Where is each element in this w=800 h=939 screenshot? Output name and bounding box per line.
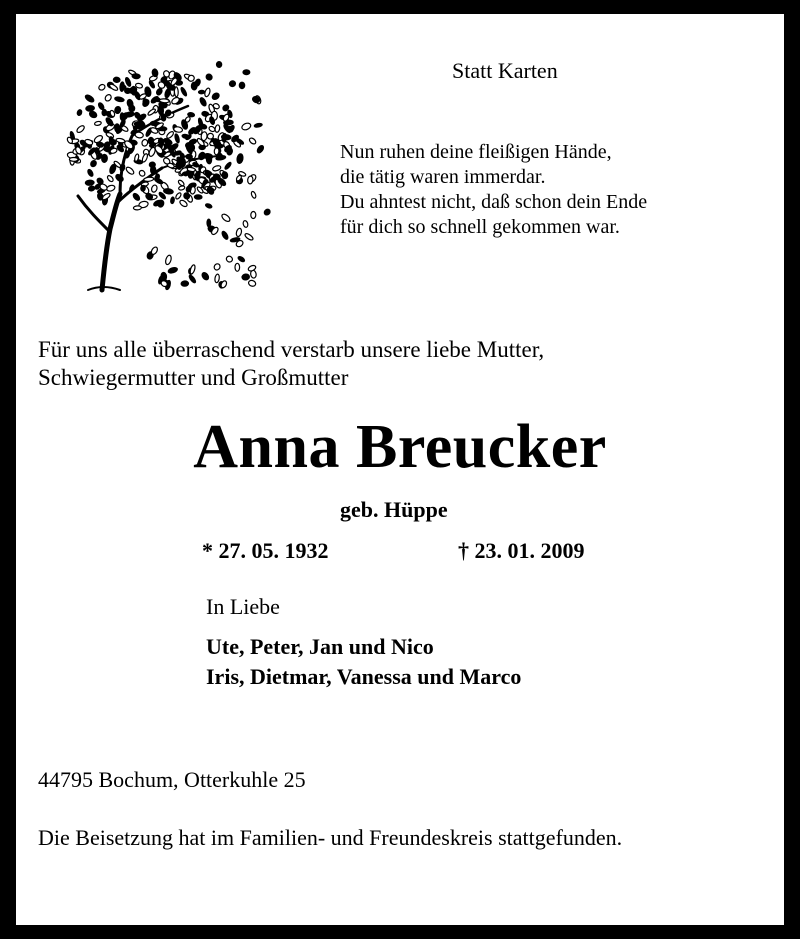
leaf	[213, 263, 221, 271]
leaf	[113, 77, 120, 83]
leaf	[181, 281, 189, 287]
leaf	[248, 279, 257, 287]
burial-note: Die Beisetzung hat im Familien- und Freundeskreis stattgefunden.	[38, 825, 623, 850]
leaf	[76, 109, 82, 116]
mourners-line: Ute, Peter, Jan und Nico	[206, 634, 434, 659]
leaf	[206, 154, 212, 164]
leaf	[76, 124, 86, 133]
leaf	[216, 61, 222, 67]
leaf	[114, 96, 124, 102]
leaf	[239, 82, 245, 89]
leaf	[129, 184, 135, 192]
leaf	[229, 80, 236, 87]
leaf	[109, 83, 119, 91]
leaf	[242, 220, 248, 228]
leaf	[180, 87, 188, 97]
announcement-line: Für uns alle überraschend verstarb unsere liebe Mutter,	[38, 337, 545, 362]
leaf	[125, 166, 135, 176]
leaf	[98, 83, 106, 91]
leaf	[215, 125, 221, 133]
leaf	[201, 271, 210, 281]
leaf	[241, 122, 252, 131]
leaf	[236, 153, 244, 164]
leaf	[189, 138, 198, 145]
leaf	[165, 255, 173, 266]
announcement-line: Schwiegermutter und Großmutter	[38, 365, 349, 390]
leaf	[256, 144, 265, 154]
tree-leaves	[66, 61, 271, 290]
leaf	[126, 99, 134, 108]
mourners-list	[206, 632, 521, 692]
leaf	[224, 161, 232, 170]
in-liebe-label: In Liebe	[206, 594, 280, 619]
leaf	[222, 133, 227, 142]
leaf	[221, 230, 229, 240]
leaf	[116, 138, 126, 144]
leaf	[141, 139, 148, 147]
leaf	[235, 263, 240, 271]
leaf	[88, 185, 95, 191]
leaf	[87, 169, 94, 178]
leaf	[187, 112, 195, 117]
leaf	[166, 130, 175, 139]
leaf	[158, 105, 164, 115]
memorial-poem	[340, 140, 647, 240]
leaf	[97, 192, 104, 200]
leaf	[225, 255, 233, 263]
leaf	[114, 173, 124, 183]
leaf	[244, 232, 254, 241]
leaf	[69, 157, 78, 161]
leaf	[106, 175, 114, 183]
leaf	[211, 92, 221, 101]
leaf	[149, 162, 156, 168]
leaf	[243, 70, 250, 75]
leaf	[147, 108, 156, 116]
leaf	[138, 169, 146, 177]
leaf	[85, 105, 94, 111]
leaf	[254, 123, 263, 128]
leaf	[235, 228, 242, 237]
announcement-text	[38, 336, 544, 392]
leaf	[150, 95, 160, 104]
poem-line: die tätig waren immerdar.	[340, 166, 546, 188]
leaf	[140, 185, 145, 192]
leaf	[109, 136, 114, 143]
leaf	[170, 197, 175, 204]
leaf	[247, 176, 253, 184]
leaf	[135, 132, 144, 139]
poem-line: Nun ruhen deine fleißigen Hände,	[340, 141, 612, 163]
leaf	[182, 171, 190, 175]
leaf	[205, 73, 214, 82]
leaf	[214, 274, 219, 283]
poem-line: für dich so schnell gekommen war.	[340, 216, 620, 238]
leaf	[263, 208, 271, 216]
leaf	[207, 133, 214, 140]
leaf	[102, 109, 107, 116]
leaf	[191, 82, 197, 90]
leaf	[241, 273, 249, 280]
leaf	[132, 192, 141, 201]
maiden-name: geb. Hüppe	[340, 497, 448, 522]
leaf	[148, 137, 154, 144]
leaf	[104, 93, 112, 102]
windblown-tree-icon	[58, 44, 278, 294]
birth-date: * 27. 05. 1932	[202, 538, 329, 563]
address: 44795 Bochum, Otterkuhle 25	[38, 767, 306, 792]
mourners-line: Iris, Dietmar, Vanessa und Marco	[206, 664, 522, 689]
leaf	[189, 264, 196, 274]
leaf	[178, 185, 185, 190]
leaf	[205, 203, 213, 209]
leaf	[188, 274, 197, 284]
leaf	[251, 211, 256, 218]
leaf	[150, 246, 158, 255]
leaf	[192, 162, 200, 168]
leaf	[84, 94, 95, 104]
leaf	[133, 206, 141, 210]
leaf	[96, 141, 104, 148]
leaf	[85, 180, 94, 186]
leaf	[186, 154, 193, 159]
leaf	[89, 159, 97, 167]
leaf	[221, 213, 232, 223]
leaf	[114, 106, 122, 115]
leaf	[199, 97, 208, 107]
leaf	[141, 153, 148, 163]
leaf	[163, 188, 173, 195]
leaf	[248, 137, 256, 145]
leaf	[174, 133, 180, 143]
leaf	[97, 102, 105, 111]
statt-karten-label: Statt Karten	[452, 58, 558, 83]
leaf	[120, 82, 125, 92]
deceased-name: Anna Breucker	[193, 413, 607, 481]
death-date: † 23. 01. 2009	[458, 538, 585, 563]
leaf	[179, 199, 188, 208]
poem-line: Du ahntest nicht, daß schon dein Ende	[340, 191, 648, 213]
leaf	[143, 177, 153, 182]
leaf	[105, 117, 115, 128]
leaf	[167, 267, 178, 275]
leaf	[132, 73, 141, 79]
leaf	[94, 121, 101, 126]
leaf	[151, 184, 158, 193]
leaf	[198, 90, 205, 94]
leaf	[237, 255, 245, 262]
leaf	[109, 163, 117, 174]
leaf	[159, 98, 169, 103]
leaf	[222, 171, 228, 178]
leaf	[215, 144, 224, 149]
leaf	[101, 154, 107, 163]
leaf	[194, 195, 202, 200]
leaf	[250, 191, 256, 199]
leaf	[175, 192, 182, 200]
leaf	[204, 88, 211, 98]
